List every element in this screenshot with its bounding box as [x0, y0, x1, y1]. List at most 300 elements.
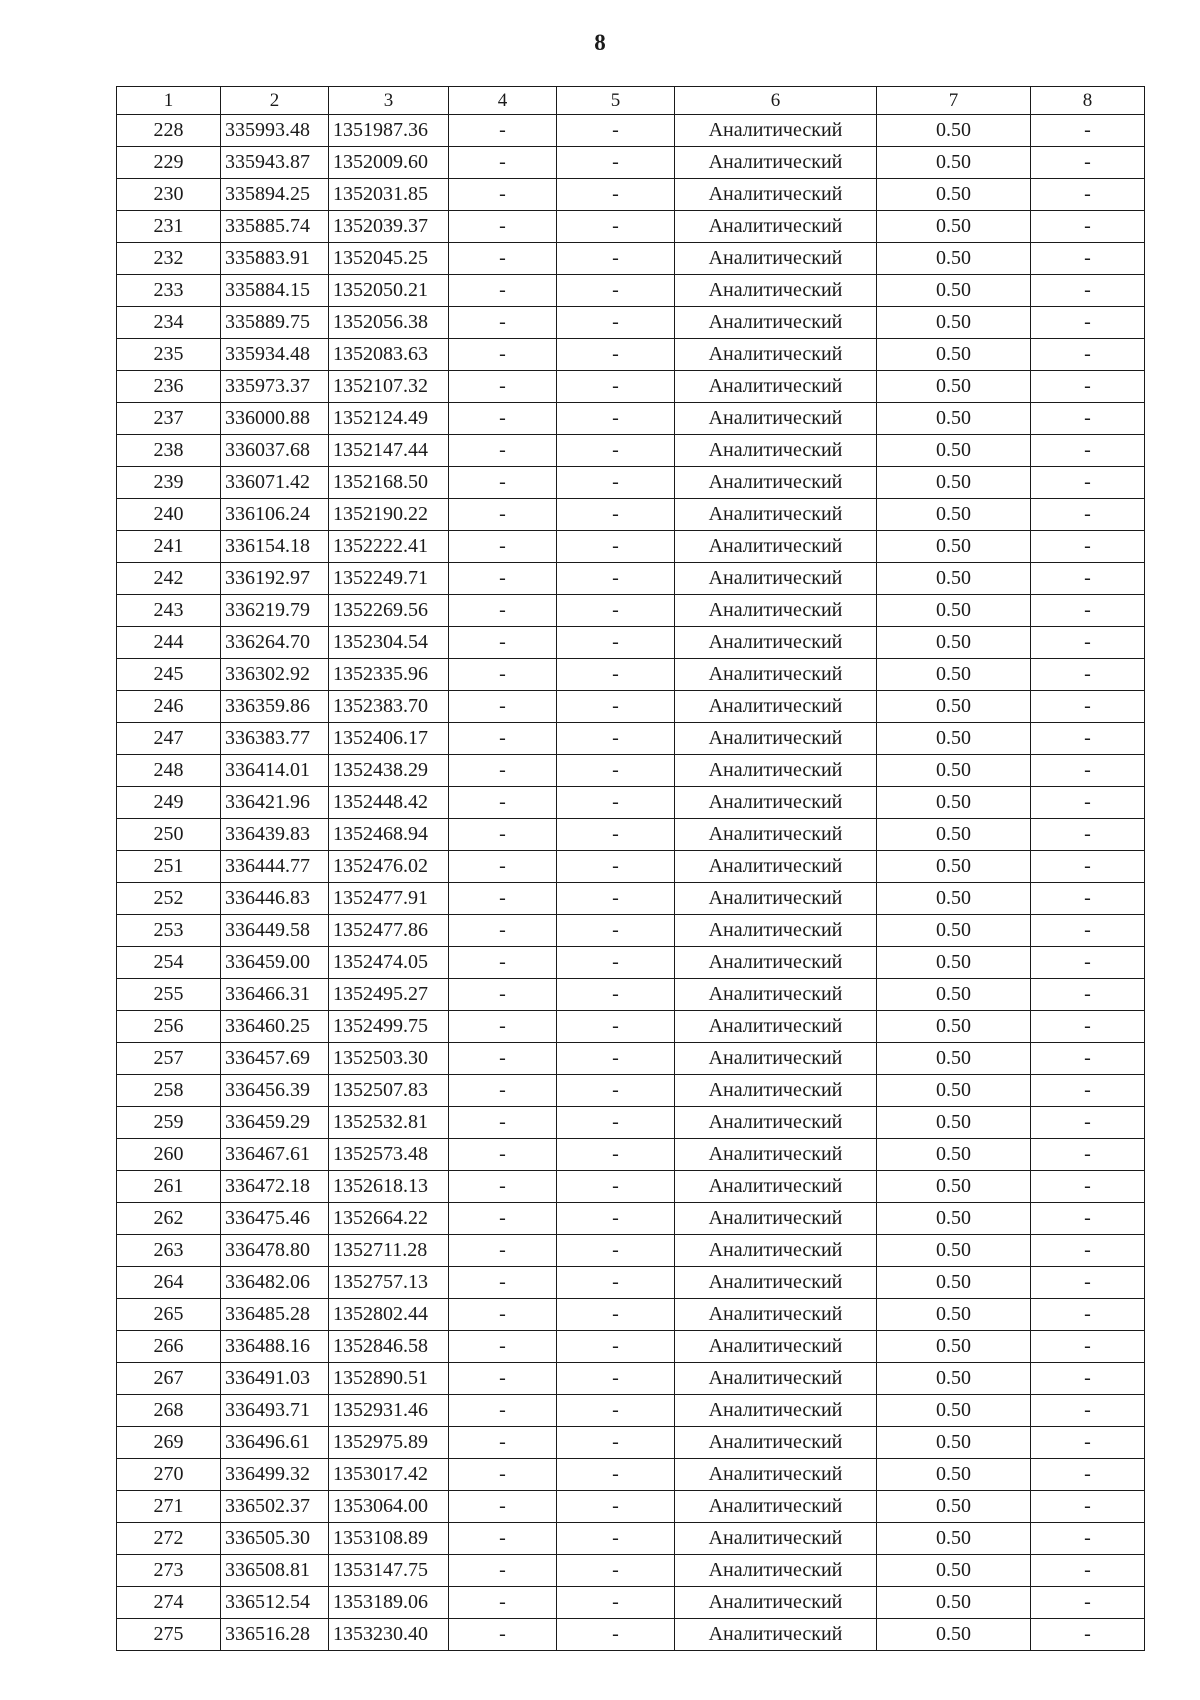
- point-number-cell: 269: [117, 1427, 221, 1459]
- y-coordinate-cell: 1352107.32: [329, 371, 449, 403]
- point-number-cell: 259: [117, 1107, 221, 1139]
- x-coordinate-cell: 336421.96: [221, 787, 329, 819]
- y-coordinate-cell: 1352031.85: [329, 179, 449, 211]
- table-row: [117, 755, 1145, 787]
- column-8-cell: -: [1031, 1491, 1145, 1523]
- method-cell: Аналитический: [675, 339, 877, 371]
- column-8-cell: -: [1031, 1587, 1145, 1619]
- method-cell: Аналитический: [675, 499, 877, 531]
- x-coordinate-cell: 335943.87: [221, 147, 329, 179]
- point-number-cell: 256: [117, 1011, 221, 1043]
- column-8-cell: -: [1031, 851, 1145, 883]
- point-number-cell: 228: [117, 115, 221, 147]
- column-4-cell: -: [449, 1203, 557, 1235]
- column-8-cell: -: [1031, 1427, 1145, 1459]
- method-cell: Аналитический: [675, 275, 877, 307]
- method-cell: Аналитический: [675, 1075, 877, 1107]
- column-5-cell: -: [557, 723, 675, 755]
- method-cell: Аналитический: [675, 179, 877, 211]
- column-4-cell: -: [449, 435, 557, 467]
- column-5-cell: -: [557, 1075, 675, 1107]
- column-5-cell: -: [557, 1363, 675, 1395]
- point-number-cell: 241: [117, 531, 221, 563]
- column-8-cell: -: [1031, 1555, 1145, 1587]
- accuracy-cell: 0.50: [877, 403, 1031, 435]
- point-number-cell: 240: [117, 499, 221, 531]
- x-coordinate-cell: 335993.48: [221, 115, 329, 147]
- column-8-cell: -: [1031, 787, 1145, 819]
- x-coordinate-cell: 336219.79: [221, 595, 329, 627]
- point-number-cell: 258: [117, 1075, 221, 1107]
- accuracy-cell: 0.50: [877, 595, 1031, 627]
- column-header: 3: [329, 87, 449, 115]
- method-cell: Аналитический: [675, 307, 877, 339]
- y-coordinate-cell: 1352406.17: [329, 723, 449, 755]
- column-5-cell: -: [557, 563, 675, 595]
- accuracy-cell: 0.50: [877, 499, 1031, 531]
- column-8-cell: -: [1031, 243, 1145, 275]
- column-8-cell: -: [1031, 499, 1145, 531]
- table-row: [117, 1363, 1145, 1395]
- point-number-cell: 246: [117, 691, 221, 723]
- y-coordinate-cell: 1352846.58: [329, 1331, 449, 1363]
- table-row: [117, 1139, 1145, 1171]
- y-coordinate-cell: 1352083.63: [329, 339, 449, 371]
- column-5-cell: -: [557, 243, 675, 275]
- accuracy-cell: 0.50: [877, 147, 1031, 179]
- column-4-cell: -: [449, 115, 557, 147]
- y-coordinate-cell: 1352039.37: [329, 211, 449, 243]
- column-5-cell: -: [557, 1203, 675, 1235]
- accuracy-cell: 0.50: [877, 211, 1031, 243]
- y-coordinate-cell: 1353189.06: [329, 1587, 449, 1619]
- y-coordinate-cell: 1352495.27: [329, 979, 449, 1011]
- accuracy-cell: 0.50: [877, 1427, 1031, 1459]
- accuracy-cell: 0.50: [877, 371, 1031, 403]
- method-cell: Аналитический: [675, 1555, 877, 1587]
- column-5-cell: -: [557, 1619, 675, 1651]
- table-row: [117, 403, 1145, 435]
- column-8-cell: -: [1031, 147, 1145, 179]
- y-coordinate-cell: 1352448.42: [329, 787, 449, 819]
- accuracy-cell: 0.50: [877, 339, 1031, 371]
- column-4-cell: -: [449, 1491, 557, 1523]
- column-4-cell: -: [449, 1395, 557, 1427]
- column-8-cell: -: [1031, 979, 1145, 1011]
- method-cell: Аналитический: [675, 787, 877, 819]
- column-4-cell: -: [449, 1107, 557, 1139]
- point-number-cell: 250: [117, 819, 221, 851]
- table-row: [117, 339, 1145, 371]
- y-coordinate-cell: 1352190.22: [329, 499, 449, 531]
- accuracy-cell: 0.50: [877, 115, 1031, 147]
- column-4-cell: -: [449, 1587, 557, 1619]
- point-number-cell: 239: [117, 467, 221, 499]
- y-coordinate-cell: 1352802.44: [329, 1299, 449, 1331]
- table-row: [117, 723, 1145, 755]
- column-5-cell: -: [557, 947, 675, 979]
- table-row: [117, 1331, 1145, 1363]
- point-number-cell: 260: [117, 1139, 221, 1171]
- method-cell: Аналитический: [675, 819, 877, 851]
- x-coordinate-cell: 336456.39: [221, 1075, 329, 1107]
- column-4-cell: -: [449, 339, 557, 371]
- table-row: [117, 883, 1145, 915]
- column-4-cell: -: [449, 627, 557, 659]
- table-header-row: [117, 87, 1145, 115]
- method-cell: Аналитический: [675, 851, 877, 883]
- point-number-cell: 272: [117, 1523, 221, 1555]
- method-cell: Аналитический: [675, 947, 877, 979]
- column-5-cell: -: [557, 787, 675, 819]
- column-5-cell: -: [557, 1491, 675, 1523]
- y-coordinate-cell: 1352618.13: [329, 1171, 449, 1203]
- table-row: [117, 1107, 1145, 1139]
- column-8-cell: -: [1031, 307, 1145, 339]
- y-coordinate-cell: 1352931.46: [329, 1395, 449, 1427]
- column-8-cell: -: [1031, 1523, 1145, 1555]
- method-cell: Аналитический: [675, 723, 877, 755]
- method-cell: Аналитический: [675, 1619, 877, 1651]
- accuracy-cell: 0.50: [877, 307, 1031, 339]
- y-coordinate-cell: 1352474.05: [329, 947, 449, 979]
- table-row: [117, 1587, 1145, 1619]
- column-4-cell: -: [449, 979, 557, 1011]
- x-coordinate-cell: 336383.77: [221, 723, 329, 755]
- y-coordinate-cell: 1353017.42: [329, 1459, 449, 1491]
- column-8-cell: -: [1031, 467, 1145, 499]
- accuracy-cell: 0.50: [877, 691, 1031, 723]
- column-8-cell: -: [1031, 1363, 1145, 1395]
- column-8-cell: -: [1031, 1139, 1145, 1171]
- point-number-cell: 252: [117, 883, 221, 915]
- column-4-cell: -: [449, 1043, 557, 1075]
- column-5-cell: -: [557, 691, 675, 723]
- table-row: [117, 947, 1145, 979]
- column-8-cell: -: [1031, 947, 1145, 979]
- column-8-cell: -: [1031, 595, 1145, 627]
- accuracy-cell: 0.50: [877, 1331, 1031, 1363]
- x-coordinate-cell: 335894.25: [221, 179, 329, 211]
- column-5-cell: -: [557, 467, 675, 499]
- x-coordinate-cell: 336439.83: [221, 819, 329, 851]
- accuracy-cell: 0.50: [877, 1523, 1031, 1555]
- y-coordinate-cell: 1352503.30: [329, 1043, 449, 1075]
- accuracy-cell: 0.50: [877, 723, 1031, 755]
- column-5-cell: -: [557, 435, 675, 467]
- column-5-cell: -: [557, 1523, 675, 1555]
- column-4-cell: -: [449, 1011, 557, 1043]
- column-4-cell: -: [449, 211, 557, 243]
- column-header: 1: [117, 87, 221, 115]
- table-row: [117, 435, 1145, 467]
- method-cell: Аналитический: [675, 1171, 877, 1203]
- accuracy-cell: 0.50: [877, 1363, 1031, 1395]
- method-cell: Аналитический: [675, 883, 877, 915]
- column-5-cell: -: [557, 979, 675, 1011]
- table-row: [117, 1299, 1145, 1331]
- column-8-cell: -: [1031, 691, 1145, 723]
- x-coordinate-cell: 336502.37: [221, 1491, 329, 1523]
- method-cell: Аналитический: [675, 627, 877, 659]
- method-cell: Аналитический: [675, 563, 877, 595]
- method-cell: Аналитический: [675, 467, 877, 499]
- point-number-cell: 243: [117, 595, 221, 627]
- column-5-cell: -: [557, 1587, 675, 1619]
- column-8-cell: -: [1031, 627, 1145, 659]
- column-8-cell: -: [1031, 1075, 1145, 1107]
- column-5-cell: -: [557, 1107, 675, 1139]
- y-coordinate-cell: 1352009.60: [329, 147, 449, 179]
- y-coordinate-cell: 1353230.40: [329, 1619, 449, 1651]
- accuracy-cell: 0.50: [877, 1395, 1031, 1427]
- column-5-cell: -: [557, 371, 675, 403]
- table-row: [117, 1171, 1145, 1203]
- method-cell: Аналитический: [675, 371, 877, 403]
- x-coordinate-cell: 336488.16: [221, 1331, 329, 1363]
- point-number-cell: 266: [117, 1331, 221, 1363]
- method-cell: Аналитический: [675, 1363, 877, 1395]
- table-row: [117, 307, 1145, 339]
- y-coordinate-cell: 1352477.86: [329, 915, 449, 947]
- y-coordinate-cell: 1352045.25: [329, 243, 449, 275]
- x-coordinate-cell: 336192.97: [221, 563, 329, 595]
- x-coordinate-cell: 336302.92: [221, 659, 329, 691]
- point-number-cell: 275: [117, 1619, 221, 1651]
- method-cell: Аналитический: [675, 691, 877, 723]
- point-number-cell: 251: [117, 851, 221, 883]
- point-number-cell: 249: [117, 787, 221, 819]
- point-number-cell: 245: [117, 659, 221, 691]
- column-5-cell: -: [557, 851, 675, 883]
- column-header: 7: [877, 87, 1031, 115]
- table-row: [117, 691, 1145, 723]
- table-row: [117, 1267, 1145, 1299]
- y-coordinate-cell: 1352222.41: [329, 531, 449, 563]
- coordinates-table: [116, 86, 1145, 1651]
- column-4-cell: -: [449, 1619, 557, 1651]
- x-coordinate-cell: 336459.29: [221, 1107, 329, 1139]
- y-coordinate-cell: 1352050.21: [329, 275, 449, 307]
- method-cell: Аналитический: [675, 403, 877, 435]
- y-coordinate-cell: 1351987.36: [329, 115, 449, 147]
- point-number-cell: 273: [117, 1555, 221, 1587]
- method-cell: Аналитический: [675, 659, 877, 691]
- column-8-cell: -: [1031, 1203, 1145, 1235]
- page-number: 8: [594, 30, 606, 55]
- column-8-cell: -: [1031, 1459, 1145, 1491]
- accuracy-cell: 0.50: [877, 1107, 1031, 1139]
- method-cell: Аналитический: [675, 435, 877, 467]
- point-number-cell: 232: [117, 243, 221, 275]
- column-header: 8: [1031, 87, 1145, 115]
- table-row: [117, 1203, 1145, 1235]
- x-coordinate-cell: 336496.61: [221, 1427, 329, 1459]
- point-number-cell: 271: [117, 1491, 221, 1523]
- accuracy-cell: 0.50: [877, 851, 1031, 883]
- y-coordinate-cell: 1352573.48: [329, 1139, 449, 1171]
- x-coordinate-cell: 336414.01: [221, 755, 329, 787]
- table-row: [117, 179, 1145, 211]
- table-row: [117, 915, 1145, 947]
- column-8-cell: -: [1031, 1235, 1145, 1267]
- column-8-cell: -: [1031, 723, 1145, 755]
- x-coordinate-cell: 336457.69: [221, 1043, 329, 1075]
- column-4-cell: -: [449, 531, 557, 563]
- x-coordinate-cell: 335934.48: [221, 339, 329, 371]
- accuracy-cell: 0.50: [877, 1075, 1031, 1107]
- column-4-cell: -: [449, 659, 557, 691]
- accuracy-cell: 0.50: [877, 947, 1031, 979]
- x-coordinate-cell: 336106.24: [221, 499, 329, 531]
- column-5-cell: -: [557, 1235, 675, 1267]
- y-coordinate-cell: 1352269.56: [329, 595, 449, 627]
- table-row: [117, 1075, 1145, 1107]
- accuracy-cell: 0.50: [877, 883, 1031, 915]
- point-number-cell: 247: [117, 723, 221, 755]
- accuracy-cell: 0.50: [877, 915, 1031, 947]
- x-coordinate-cell: 336508.81: [221, 1555, 329, 1587]
- y-coordinate-cell: 1352664.22: [329, 1203, 449, 1235]
- column-5-cell: -: [557, 883, 675, 915]
- column-8-cell: -: [1031, 403, 1145, 435]
- column-5-cell: -: [557, 1459, 675, 1491]
- table-row: [117, 1459, 1145, 1491]
- column-8-cell: -: [1031, 275, 1145, 307]
- column-5-cell: -: [557, 339, 675, 371]
- column-8-cell: -: [1031, 1267, 1145, 1299]
- column-header: 6: [675, 87, 877, 115]
- column-4-cell: -: [449, 371, 557, 403]
- y-coordinate-cell: 1352438.29: [329, 755, 449, 787]
- column-4-cell: -: [449, 499, 557, 531]
- accuracy-cell: 0.50: [877, 1171, 1031, 1203]
- x-coordinate-cell: 336264.70: [221, 627, 329, 659]
- method-cell: Аналитический: [675, 1043, 877, 1075]
- column-5-cell: -: [557, 531, 675, 563]
- column-4-cell: -: [449, 1363, 557, 1395]
- method-cell: Аналитический: [675, 979, 877, 1011]
- x-coordinate-cell: 336000.88: [221, 403, 329, 435]
- column-4-cell: -: [449, 563, 557, 595]
- column-4-cell: -: [449, 851, 557, 883]
- column-4-cell: -: [449, 595, 557, 627]
- accuracy-cell: 0.50: [877, 819, 1031, 851]
- column-5-cell: -: [557, 1299, 675, 1331]
- column-4-cell: -: [449, 1075, 557, 1107]
- column-4-cell: -: [449, 1235, 557, 1267]
- column-4-cell: -: [449, 723, 557, 755]
- table-row: [117, 563, 1145, 595]
- point-number-cell: 254: [117, 947, 221, 979]
- table-row: [117, 1043, 1145, 1075]
- column-4-cell: -: [449, 1523, 557, 1555]
- column-4-cell: -: [449, 755, 557, 787]
- method-cell: Аналитический: [675, 1011, 877, 1043]
- column-5-cell: -: [557, 1171, 675, 1203]
- accuracy-cell: 0.50: [877, 1555, 1031, 1587]
- point-number-cell: 248: [117, 755, 221, 787]
- x-coordinate-cell: 335885.74: [221, 211, 329, 243]
- column-5-cell: -: [557, 307, 675, 339]
- accuracy-cell: 0.50: [877, 1491, 1031, 1523]
- method-cell: Аналитический: [675, 1331, 877, 1363]
- x-coordinate-cell: 336499.32: [221, 1459, 329, 1491]
- table-row: [117, 819, 1145, 851]
- accuracy-cell: 0.50: [877, 1235, 1031, 1267]
- column-5-cell: -: [557, 1267, 675, 1299]
- x-coordinate-cell: 336493.71: [221, 1395, 329, 1427]
- method-cell: Аналитический: [675, 531, 877, 563]
- accuracy-cell: 0.50: [877, 1139, 1031, 1171]
- accuracy-cell: 0.50: [877, 1011, 1031, 1043]
- x-coordinate-cell: 336460.25: [221, 1011, 329, 1043]
- column-5-cell: -: [557, 1331, 675, 1363]
- x-coordinate-cell: 336491.03: [221, 1363, 329, 1395]
- accuracy-cell: 0.50: [877, 563, 1031, 595]
- point-number-cell: 233: [117, 275, 221, 307]
- x-coordinate-cell: 336485.28: [221, 1299, 329, 1331]
- y-coordinate-cell: 1352468.94: [329, 819, 449, 851]
- method-cell: Аналитический: [675, 1395, 877, 1427]
- point-number-cell: 263: [117, 1235, 221, 1267]
- column-4-cell: -: [449, 1139, 557, 1171]
- x-coordinate-cell: 335884.15: [221, 275, 329, 307]
- method-cell: Аналитический: [675, 595, 877, 627]
- y-coordinate-cell: 1352383.70: [329, 691, 449, 723]
- y-coordinate-cell: 1352890.51: [329, 1363, 449, 1395]
- column-8-cell: -: [1031, 1011, 1145, 1043]
- column-8-cell: -: [1031, 1299, 1145, 1331]
- method-cell: Аналитический: [675, 1139, 877, 1171]
- column-5-cell: -: [557, 403, 675, 435]
- y-coordinate-cell: 1352532.81: [329, 1107, 449, 1139]
- point-number-cell: 234: [117, 307, 221, 339]
- x-coordinate-cell: 336512.54: [221, 1587, 329, 1619]
- x-coordinate-cell: 336482.06: [221, 1267, 329, 1299]
- column-4-cell: -: [449, 787, 557, 819]
- column-4-cell: -: [449, 1555, 557, 1587]
- method-cell: Аналитический: [675, 915, 877, 947]
- point-number-cell: 270: [117, 1459, 221, 1491]
- column-5-cell: -: [557, 147, 675, 179]
- accuracy-cell: 0.50: [877, 1587, 1031, 1619]
- table-row: [117, 371, 1145, 403]
- column-5-cell: -: [557, 275, 675, 307]
- accuracy-cell: 0.50: [877, 1267, 1031, 1299]
- column-8-cell: -: [1031, 371, 1145, 403]
- column-4-cell: -: [449, 883, 557, 915]
- method-cell: Аналитический: [675, 755, 877, 787]
- method-cell: Аналитический: [675, 1235, 877, 1267]
- x-coordinate-cell: 336071.42: [221, 467, 329, 499]
- x-coordinate-cell: 335973.37: [221, 371, 329, 403]
- column-5-cell: -: [557, 819, 675, 851]
- column-4-cell: -: [449, 1427, 557, 1459]
- x-coordinate-cell: 336475.46: [221, 1203, 329, 1235]
- table-row: [117, 1235, 1145, 1267]
- accuracy-cell: 0.50: [877, 275, 1031, 307]
- y-coordinate-cell: 1352335.96: [329, 659, 449, 691]
- column-8-cell: -: [1031, 179, 1145, 211]
- x-coordinate-cell: 336449.58: [221, 915, 329, 947]
- y-coordinate-cell: 1352499.75: [329, 1011, 449, 1043]
- method-cell: Аналитический: [675, 1427, 877, 1459]
- y-coordinate-cell: 1353064.00: [329, 1491, 449, 1523]
- y-coordinate-cell: 1352304.54: [329, 627, 449, 659]
- column-4-cell: -: [449, 275, 557, 307]
- column-8-cell: -: [1031, 659, 1145, 691]
